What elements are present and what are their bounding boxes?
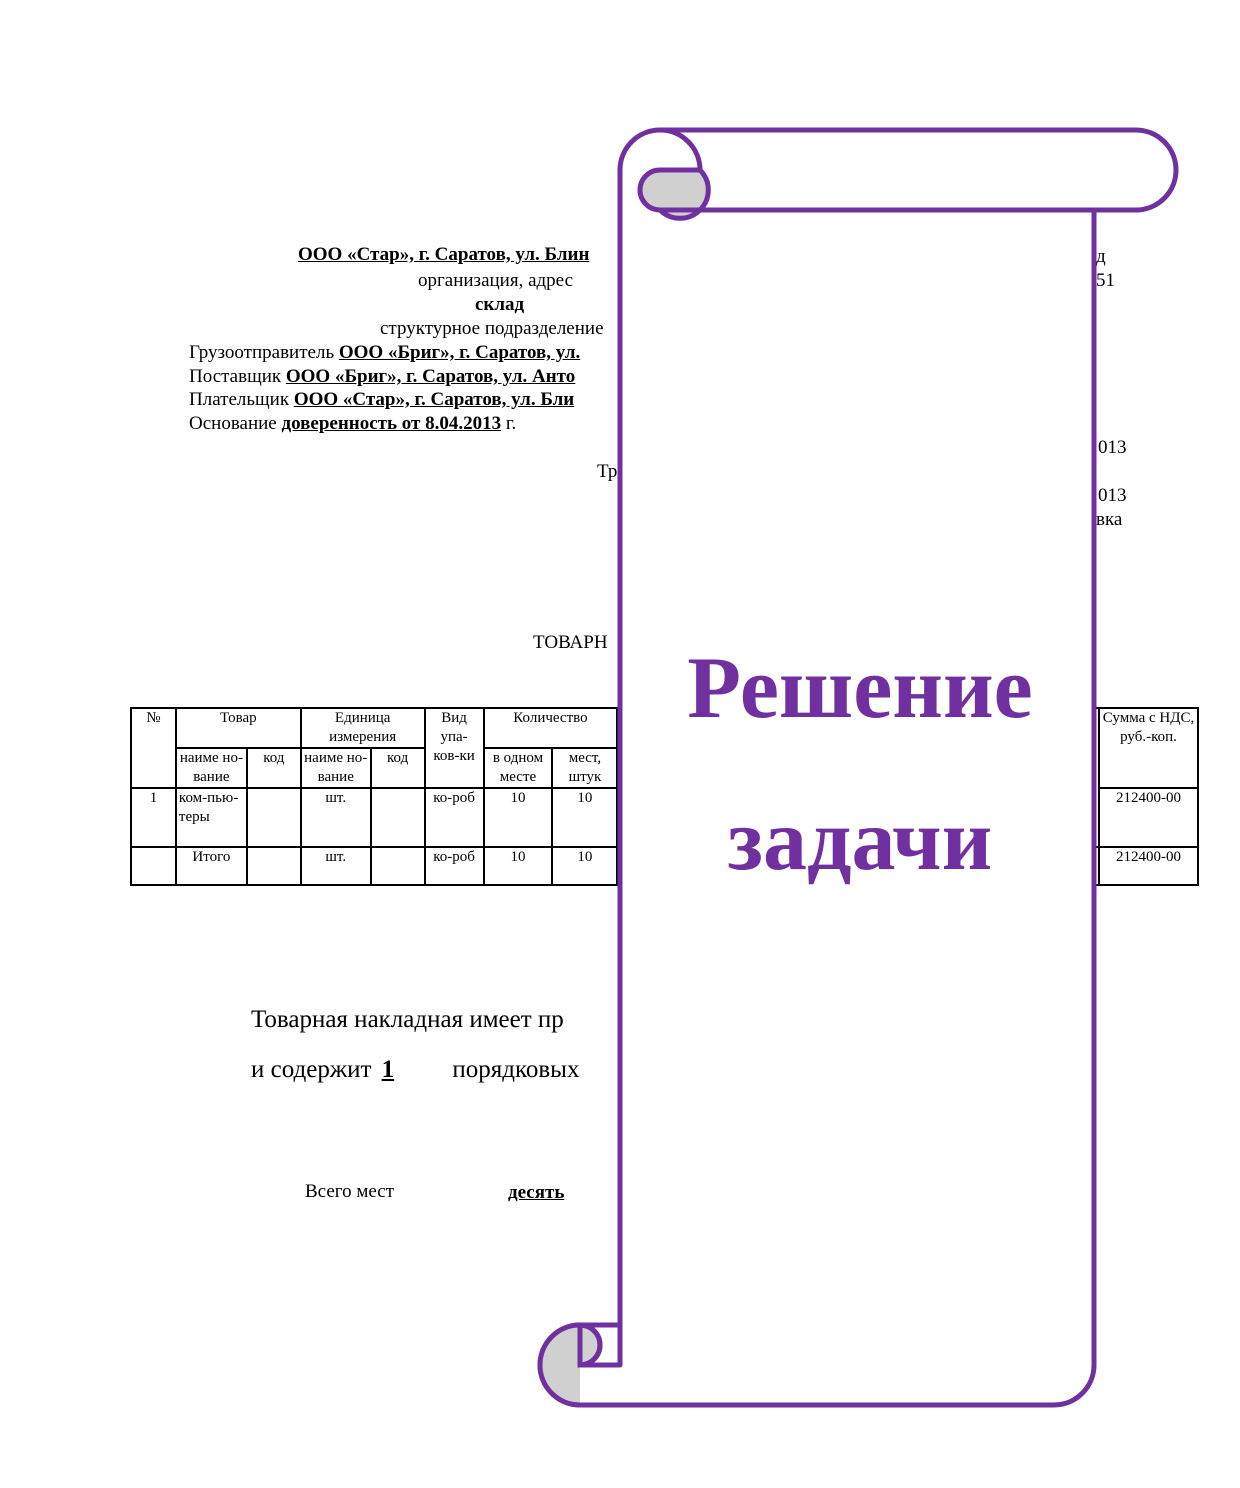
- footer-contains-label: и содержит: [251, 1056, 372, 1083]
- unit-value: склад: [475, 294, 525, 315]
- basis-suffix: г.: [505, 413, 517, 434]
- right-fragment-1: д: [1096, 246, 1106, 267]
- row-in-one: 10: [484, 788, 553, 847]
- col-in-one-header: в одном месте: [484, 748, 553, 788]
- caption-unit: структурное подразделение: [380, 318, 604, 339]
- col-unit-code-header: код: [371, 748, 425, 788]
- caption-org: организация, адрес: [418, 270, 574, 291]
- footer-items-count: 1: [381, 1056, 395, 1083]
- scroll-title-line-1: Решение: [687, 640, 1033, 737]
- row-unit: шт.: [301, 788, 371, 847]
- col-code-header: код: [247, 748, 301, 788]
- row-unit: шт.: [301, 847, 371, 885]
- doc-title-fragment: ТОВАРН: [533, 632, 608, 653]
- row-num: 1: [131, 788, 176, 847]
- shipper-label: Грузоотправитель: [189, 342, 335, 363]
- row-name: Итого: [176, 847, 247, 885]
- tr-fragment: Тр: [597, 461, 618, 482]
- payer-value: ООО «Стар», г. Саратов, ул. Бли: [293, 389, 575, 410]
- right-fragment-3: 013: [1098, 437, 1127, 458]
- col-qty-header: Количество: [484, 708, 618, 748]
- basis-label: Основание: [189, 413, 277, 434]
- col-pack-header: Вид упа-ков-ки: [425, 708, 484, 788]
- scroll-body: [540, 130, 1176, 1405]
- right-fragment-4: 013: [1098, 485, 1127, 506]
- row-pack: ко-роб: [425, 788, 484, 847]
- places-label: Всего мест: [305, 1181, 395, 1202]
- col-num-header: №: [131, 708, 176, 788]
- row-name: ком-пью-теры: [176, 788, 247, 847]
- right-fragment-2: 51: [1096, 270, 1115, 291]
- row-places: 10: [552, 847, 617, 885]
- supplier-value: ООО «Бриг», г. Саратов, ул. Анто: [285, 366, 576, 387]
- col-unit-name-header: наиме но-вание: [301, 748, 371, 788]
- row-sum: 212400-00: [1099, 847, 1198, 885]
- shipper-value: ООО «Бриг», г. Саратов, ул.: [338, 342, 581, 363]
- row-pack: ко-роб: [425, 847, 484, 885]
- places-value: десять: [508, 1182, 565, 1203]
- col-name-header: наиме но-вание: [176, 748, 247, 788]
- footer-line-1: Товарная накладная имеет пр: [251, 1006, 564, 1033]
- scroll-title-line-2: задачи: [727, 792, 993, 889]
- basis-value: доверенность от 8.04.2013: [281, 413, 502, 434]
- col-goods-header: Товар: [176, 708, 301, 748]
- col-places-header: мест, штук: [552, 748, 617, 788]
- right-fragment-5: вка: [1096, 509, 1123, 530]
- payer-label: Плательщик: [189, 389, 290, 410]
- consignee-org: ООО «Стар», г. Саратов, ул. Блин: [298, 244, 590, 265]
- footer-items-label: порядковых: [452, 1056, 580, 1083]
- row-in-one: 10: [484, 847, 553, 885]
- row-places: 10: [552, 788, 617, 847]
- col-unit-header: Единица измерения: [301, 708, 425, 748]
- supplier-label: Поставщик: [189, 366, 282, 387]
- row-sum: 212400-00: [1099, 788, 1198, 847]
- col-sum-header: Сумма с НДС, руб.-коп.: [1099, 708, 1198, 788]
